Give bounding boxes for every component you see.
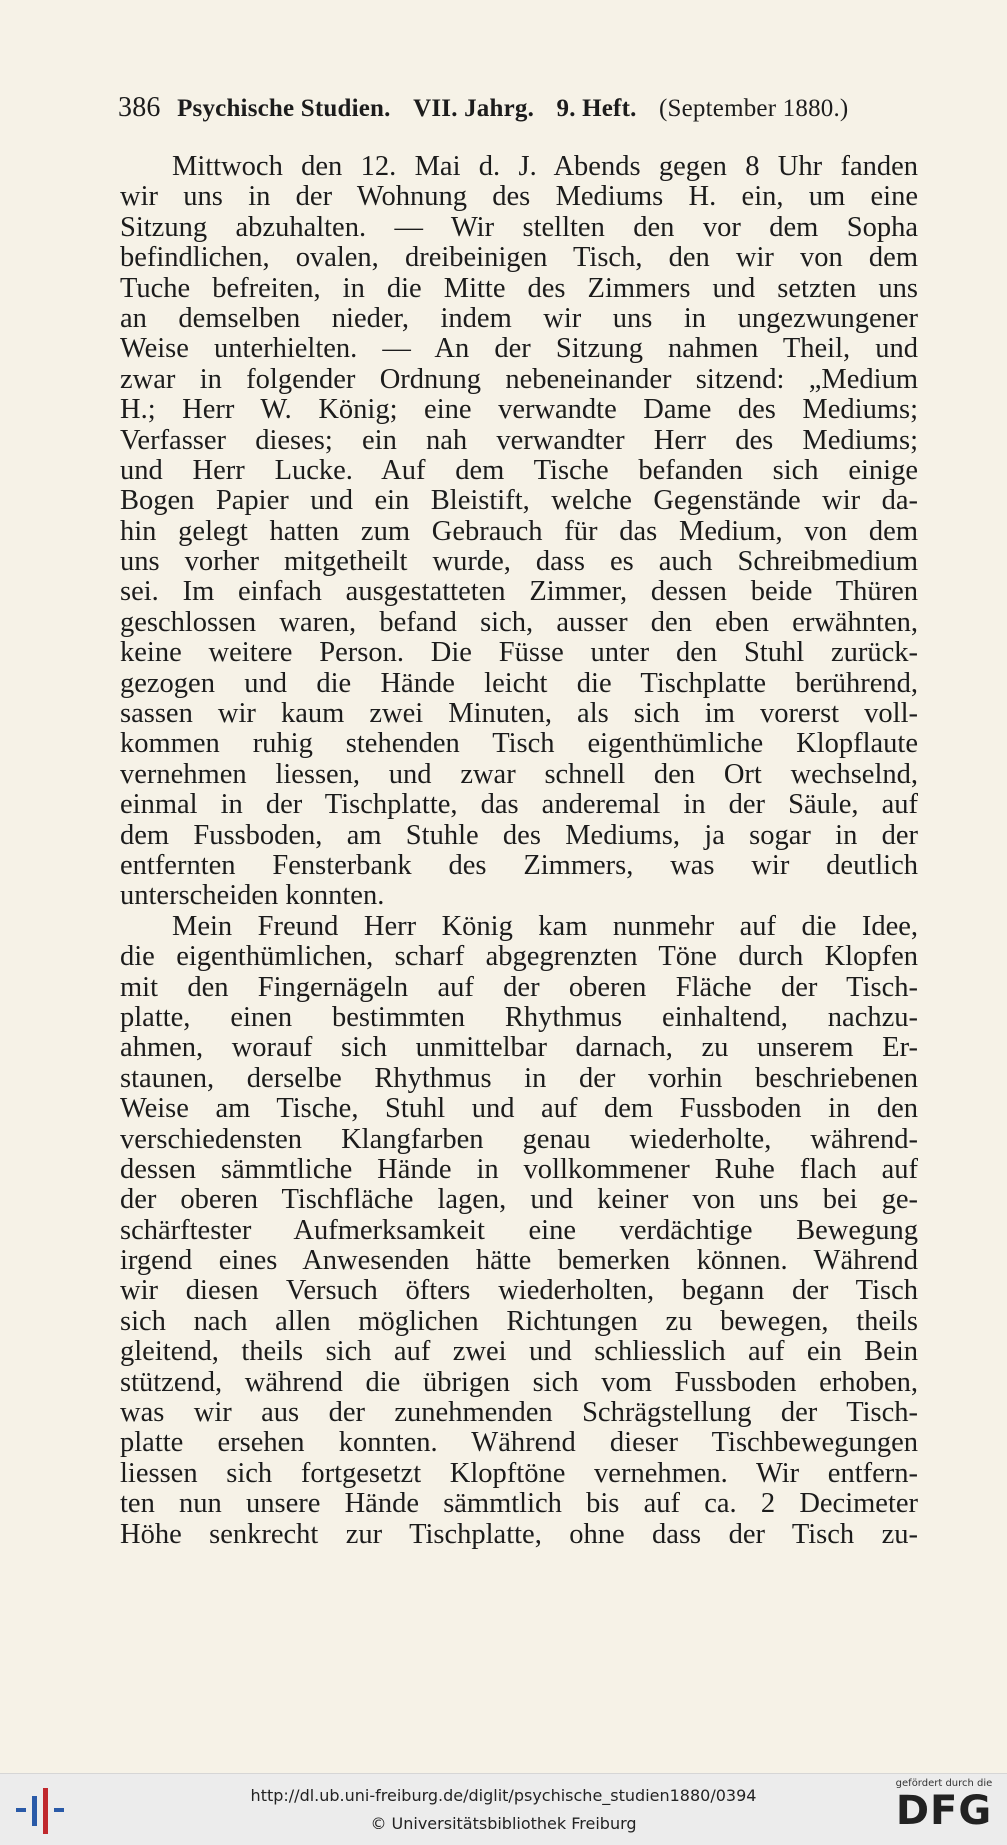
paragraph-1	[120, 152, 918, 912]
page-number: 386	[118, 92, 161, 123]
text-line: und Herr Lucke. Auf dem Tische befanden sich einige	[120, 454, 918, 486]
text-line: verschiedensten Klangfarben genau wiederholte, während-	[120, 1123, 918, 1155]
text-line: Sitzung abzuhalten. — Wir stellten den vor dem Sopha	[120, 211, 918, 243]
permalink-url[interactable]: http://dl.ub.uni-freiburg.de/diglit/psychische_studien1880/0394	[250, 1786, 757, 1805]
text-line: der oberen Tischfläche lagen, und keiner von uns bei ge-	[120, 1184, 918, 1216]
text-line: wir diesen Versuch öfters wiederholten, begann der Tisch	[120, 1275, 918, 1307]
text-line: sei. Im einfach ausgestatteten Zimmer, dessen beide Thüren	[120, 576, 918, 608]
issue-number: 9. Heft.	[556, 95, 637, 122]
text-line: Mittwoch den 12. Mai d. J. Abends gegen 8 Uhr fanden	[172, 151, 918, 182]
volume-year: VII. Jahrg.	[413, 95, 535, 122]
text-line: platte, einen bestimmten Rhythmus einhaltend, nachzu-	[120, 1001, 918, 1033]
dfg-logo	[888, 1778, 1000, 1840]
text-line: uns vorher mitgetheilt wurde, dass es auch Schreibmedium	[120, 546, 918, 578]
journal-title: Psychische Studien.	[177, 95, 391, 122]
text-line: geschlossen waren, befand sich, ausser den eben erwähnten,	[120, 606, 918, 638]
viewer-footer	[0, 1773, 1007, 1845]
text-line: Bogen Papier und ein Bleistift, welche Gegenstände wir da-	[120, 485, 918, 517]
text-line: Höhe senkrecht zur Tischplatte, ohne dass der Tisch zu-	[120, 1518, 918, 1550]
text-line: die eigenthümlichen, scharf abgegrenzten Töne durch Klopfen	[120, 941, 918, 973]
text-line: gezogen und die Hände leicht die Tischplatte berührend,	[120, 667, 918, 699]
text-line: an demselben nieder, indem wir uns in ungezwungener	[120, 302, 918, 334]
text-line: platte ersehen konnten. Während dieser Tischbewegungen	[120, 1427, 918, 1459]
copyright-notice: © Universitätsbibliothek Freiburg	[370, 1814, 637, 1833]
text-line: ten nun unsere Hände sämmtlich bis auf ca. 2 Decimeter	[120, 1488, 918, 1520]
text-line: sassen wir kaum zwei Minuten, als sich im vorerst voll-	[120, 698, 918, 730]
text-line: ahmen, worauf sich unmittelbar darnach, zu unserem Er-	[120, 1032, 918, 1064]
text-line: befindlichen, ovalen, dreibeinigen Tisch, den wir von dem	[120, 242, 918, 274]
dfg-logo-text: DFG	[895, 1788, 993, 1834]
text-line: was wir aus der zunehmenden Schrägstellung der Tisch-	[120, 1397, 918, 1429]
text-line: unterscheiden konnten.	[120, 880, 385, 912]
text-line: staunen, derselbe Rhythmus in der vorhin beschriebenen	[120, 1062, 918, 1094]
text-line: kommen ruhig stehenden Tisch eigenthümliche Klopflaute	[120, 728, 918, 760]
text-line: mit den Fingernägeln auf der oberen Fläche der Tisch-	[120, 971, 918, 1003]
text-line: liessen sich fortgesetzt Klopftöne vernehmen. Wir entfern-	[120, 1457, 918, 1489]
text-line: Weise am Tische, Stuhl und auf dem Fussboden in den	[120, 1093, 918, 1125]
text-line: zwar in folgender Ordnung nebeneinander sitzend: „Medium	[120, 363, 918, 395]
text-line: entfernten Fensterbank des Zimmers, was wir deutlich	[120, 849, 918, 881]
text-line: hin gelegt hatten zum Gebrauch für das Medium, von dem	[120, 515, 918, 547]
text-line: sich nach allen möglichen Richtungen zu bewegen, theils	[120, 1305, 918, 1337]
article-body	[120, 152, 918, 1550]
paragraph-2	[120, 912, 918, 1550]
issue-date: (September 1880.)	[659, 95, 849, 122]
text-line: irgend eines Anwesenden hätte bemerken können. Während	[120, 1245, 918, 1277]
text-line: gleitend, theils sich auf zwei und schliesslich auf ein Bein	[120, 1336, 918, 1368]
text-line: einmal in der Tischplatte, das anderemal in der Säule, auf	[120, 789, 918, 821]
text-line: schärftester Aufmerksamkeit eine verdächtige Bewegung	[120, 1214, 918, 1246]
text-line: Verfasser dieses; ein nah verwandter Herr des Mediums;	[120, 424, 918, 456]
text-line: Tuche befreiten, in die Mitte des Zimmers und setzten uns	[120, 272, 918, 304]
text-line: stützend, während die übrigen sich vom Fussboden erhoben,	[120, 1366, 918, 1398]
running-header	[118, 92, 888, 124]
text-line: H.; Herr W. König; eine verwandte Dame des Mediums;	[120, 394, 918, 426]
text-line: Mein Freund Herr König kam nunmehr auf die Idee,	[172, 910, 918, 942]
text-line: Weise unterhielten. — An der Sitzung nahmen Theil, und	[120, 333, 918, 365]
text-line: keine weitere Person. Die Füsse unter den Stuhl zurück-	[120, 637, 918, 669]
text-line: wir uns in der Wohnung des Mediums H. ein, um eine	[120, 181, 918, 213]
text-line: vernehmen liessen, und zwar schnell den Ort wechselnd,	[120, 758, 918, 790]
text-line: dessen sämmtliche Hände in vollkommener Ruhe flach auf	[120, 1153, 918, 1185]
text-line: dem Fussboden, am Stuhle des Mediums, ja sogar in der	[120, 819, 918, 851]
dfg-caption: gefördert durch die	[895, 1778, 993, 1789]
